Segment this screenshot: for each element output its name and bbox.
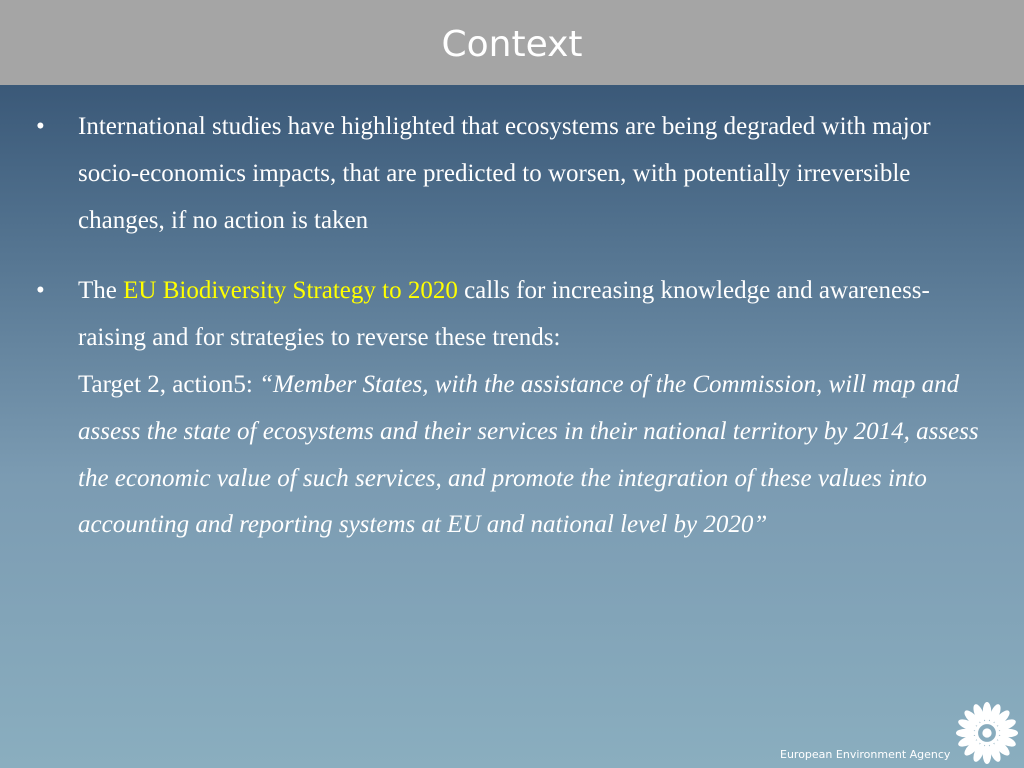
target-quote: “Member States, with the assistance of the Commission, will map and assess the state of ecosystems and their services in their national territory by 2014, assess the economic value of such services, and promote the integration of these values into accounting and reporting systems at EU and national level by 2020” bbox=[78, 370, 979, 539]
bullet-suffix: calls for increasing knowledge and awareness-raising and for strategies to reverse these trends: bbox=[78, 277, 930, 352]
bullet-text: International studies have highlighted that ecosystems are being degraded with major socio-economics impacts, that are predicted to worsen, with potentially irreversible changes, if no action is taken bbox=[78, 113, 931, 234]
bullet-item-2 bbox=[36, 268, 996, 549]
footer-agency-name: European Environment Agency bbox=[780, 748, 951, 761]
target-label: Target 2, action5: bbox=[78, 370, 260, 398]
bullet-item-1 bbox=[36, 104, 996, 244]
bullet-marker: • bbox=[36, 277, 45, 305]
strategy-highlight: EU Biodiversity Strategy to 2020 bbox=[123, 277, 458, 305]
bullet-text bbox=[78, 268, 996, 549]
slide-title: Context bbox=[441, 24, 583, 65]
slide-content bbox=[36, 104, 996, 549]
eea-sunflower-logo-icon bbox=[954, 700, 1020, 766]
title-bar bbox=[0, 0, 1024, 85]
bullet-marker: • bbox=[36, 113, 45, 140]
bullet-prefix: The bbox=[78, 277, 124, 305]
